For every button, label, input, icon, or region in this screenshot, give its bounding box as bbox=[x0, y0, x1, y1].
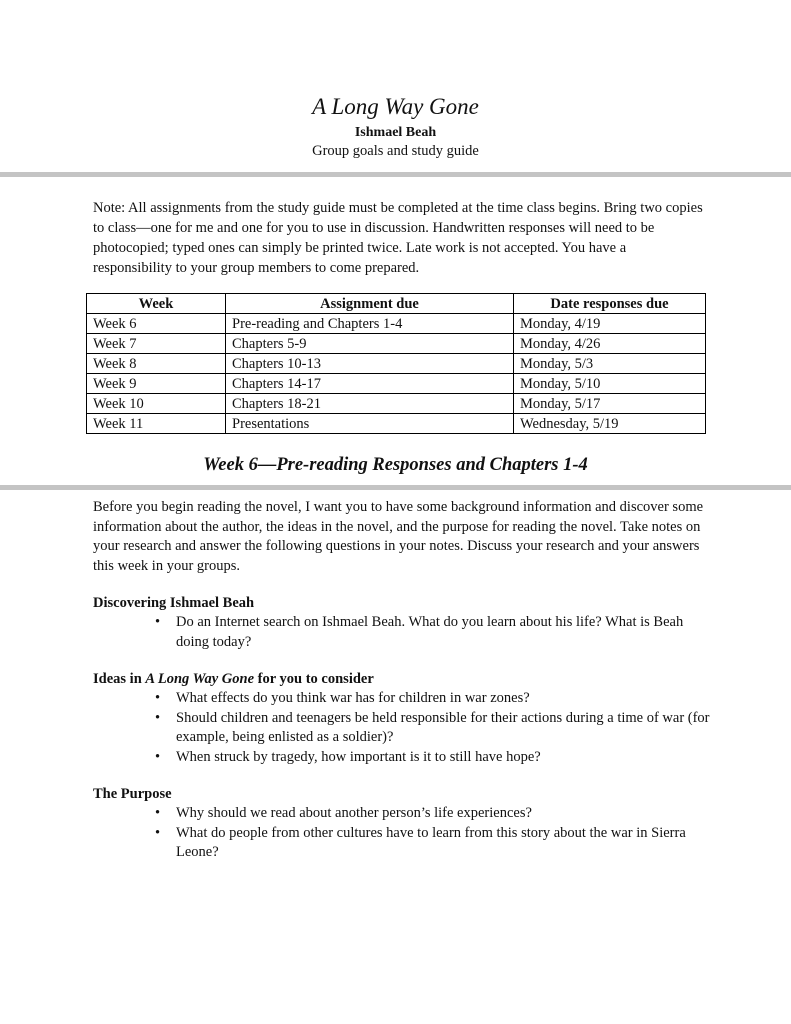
author-name: Ishmael Beah bbox=[354, 125, 437, 140]
date-cell: Monday, 5/3 bbox=[514, 354, 706, 374]
table-row bbox=[87, 394, 706, 414]
assignment-note: Note: All assignments from the study guide must be completed at the time class begins. Bring two copies to class—one for me and one for you to use in discussion. Handwritten responses will need to be photocopied; typed ones can simply be printed twice. Late work is not accepted. You have a responsibility to your group members to come prepared. bbox=[93, 200, 703, 276]
table-row bbox=[87, 374, 706, 394]
table-row bbox=[87, 314, 706, 334]
column-header-week: Week bbox=[87, 294, 226, 314]
assignment-cell: Presentations bbox=[226, 414, 514, 434]
section-divider bbox=[0, 485, 791, 490]
week-cell: Week 6 bbox=[87, 314, 226, 334]
assignment-cell: Chapters 18-21 bbox=[226, 394, 514, 414]
date-cell: Monday, 5/17 bbox=[514, 394, 706, 414]
subheading-ideas bbox=[93, 671, 374, 688]
week-cell: Week 11 bbox=[87, 414, 226, 434]
discovering-beah-questions bbox=[155, 613, 715, 652]
list-item: • What do people from other cultures have to learn from this story about the war in Sierra Leone? bbox=[155, 824, 715, 863]
subheading-ideas-book-title: A Long Way Gone bbox=[145, 671, 255, 687]
assignment-cell: Chapters 14-17 bbox=[226, 374, 514, 394]
date-cell: Monday, 4/26 bbox=[514, 334, 706, 354]
week6-heading: Week 6—Pre-reading Responses and Chapters 1-4 bbox=[203, 455, 588, 475]
assignment-cell: Chapters 5-9 bbox=[226, 334, 514, 354]
schedule-table bbox=[86, 293, 706, 434]
list-item: • What effects do you think war has for children in war zones? bbox=[155, 689, 715, 709]
date-cell: Monday, 4/19 bbox=[514, 314, 706, 334]
subheading-ideas-prefix: Ideas in bbox=[93, 671, 146, 687]
table-row bbox=[87, 414, 706, 434]
list-item: • Should children and teenagers be held responsible for their actions during a time of war (for example, being enlisted as a soldier)? bbox=[155, 709, 715, 748]
document-subtitle: Group goals and study guide bbox=[312, 143, 479, 159]
purpose-questions bbox=[155, 804, 715, 863]
week-cell: Week 8 bbox=[87, 354, 226, 374]
subheading-discovering-beah: Discovering Ishmael Beah bbox=[93, 595, 255, 611]
assignment-cell: Pre-reading and Chapters 1-4 bbox=[226, 314, 514, 334]
subheading-ideas-suffix: for you to consider bbox=[254, 671, 374, 687]
subheading-purpose: The Purpose bbox=[93, 786, 172, 802]
list-item: • When struck by tragedy, how important is it to still have hope? bbox=[155, 748, 715, 768]
week-cell: Week 9 bbox=[87, 374, 226, 394]
table-row bbox=[87, 334, 706, 354]
date-cell: Wednesday, 5/19 bbox=[514, 414, 706, 434]
week6-intro: Before you begin reading the novel, I want you to have some background information and discover some information about the author, the ideas in the novel, and the purpose for reading the novel. Take notes on your research and answer the following questions in your notes. Discuss your research and your answers this week in your groups. bbox=[93, 499, 704, 574]
column-header-date: Date responses due bbox=[514, 294, 706, 314]
column-header-assignment: Assignment due bbox=[226, 294, 514, 314]
date-cell: Monday, 5/10 bbox=[514, 374, 706, 394]
table-header-row bbox=[87, 294, 706, 314]
ideas-questions bbox=[155, 689, 715, 767]
week-cell: Week 10 bbox=[87, 394, 226, 414]
document-title: A Long Way Gone bbox=[312, 94, 479, 119]
table-row bbox=[87, 354, 706, 374]
list-item: • Do an Internet search on Ishmael Beah. What do you learn about his life? What is Beah doing today? bbox=[155, 613, 715, 652]
header-divider bbox=[0, 172, 791, 177]
week-cell: Week 7 bbox=[87, 334, 226, 354]
assignment-cell: Chapters 10-13 bbox=[226, 354, 514, 374]
list-item: • Why should we read about another person’s life experiences? bbox=[155, 804, 715, 824]
